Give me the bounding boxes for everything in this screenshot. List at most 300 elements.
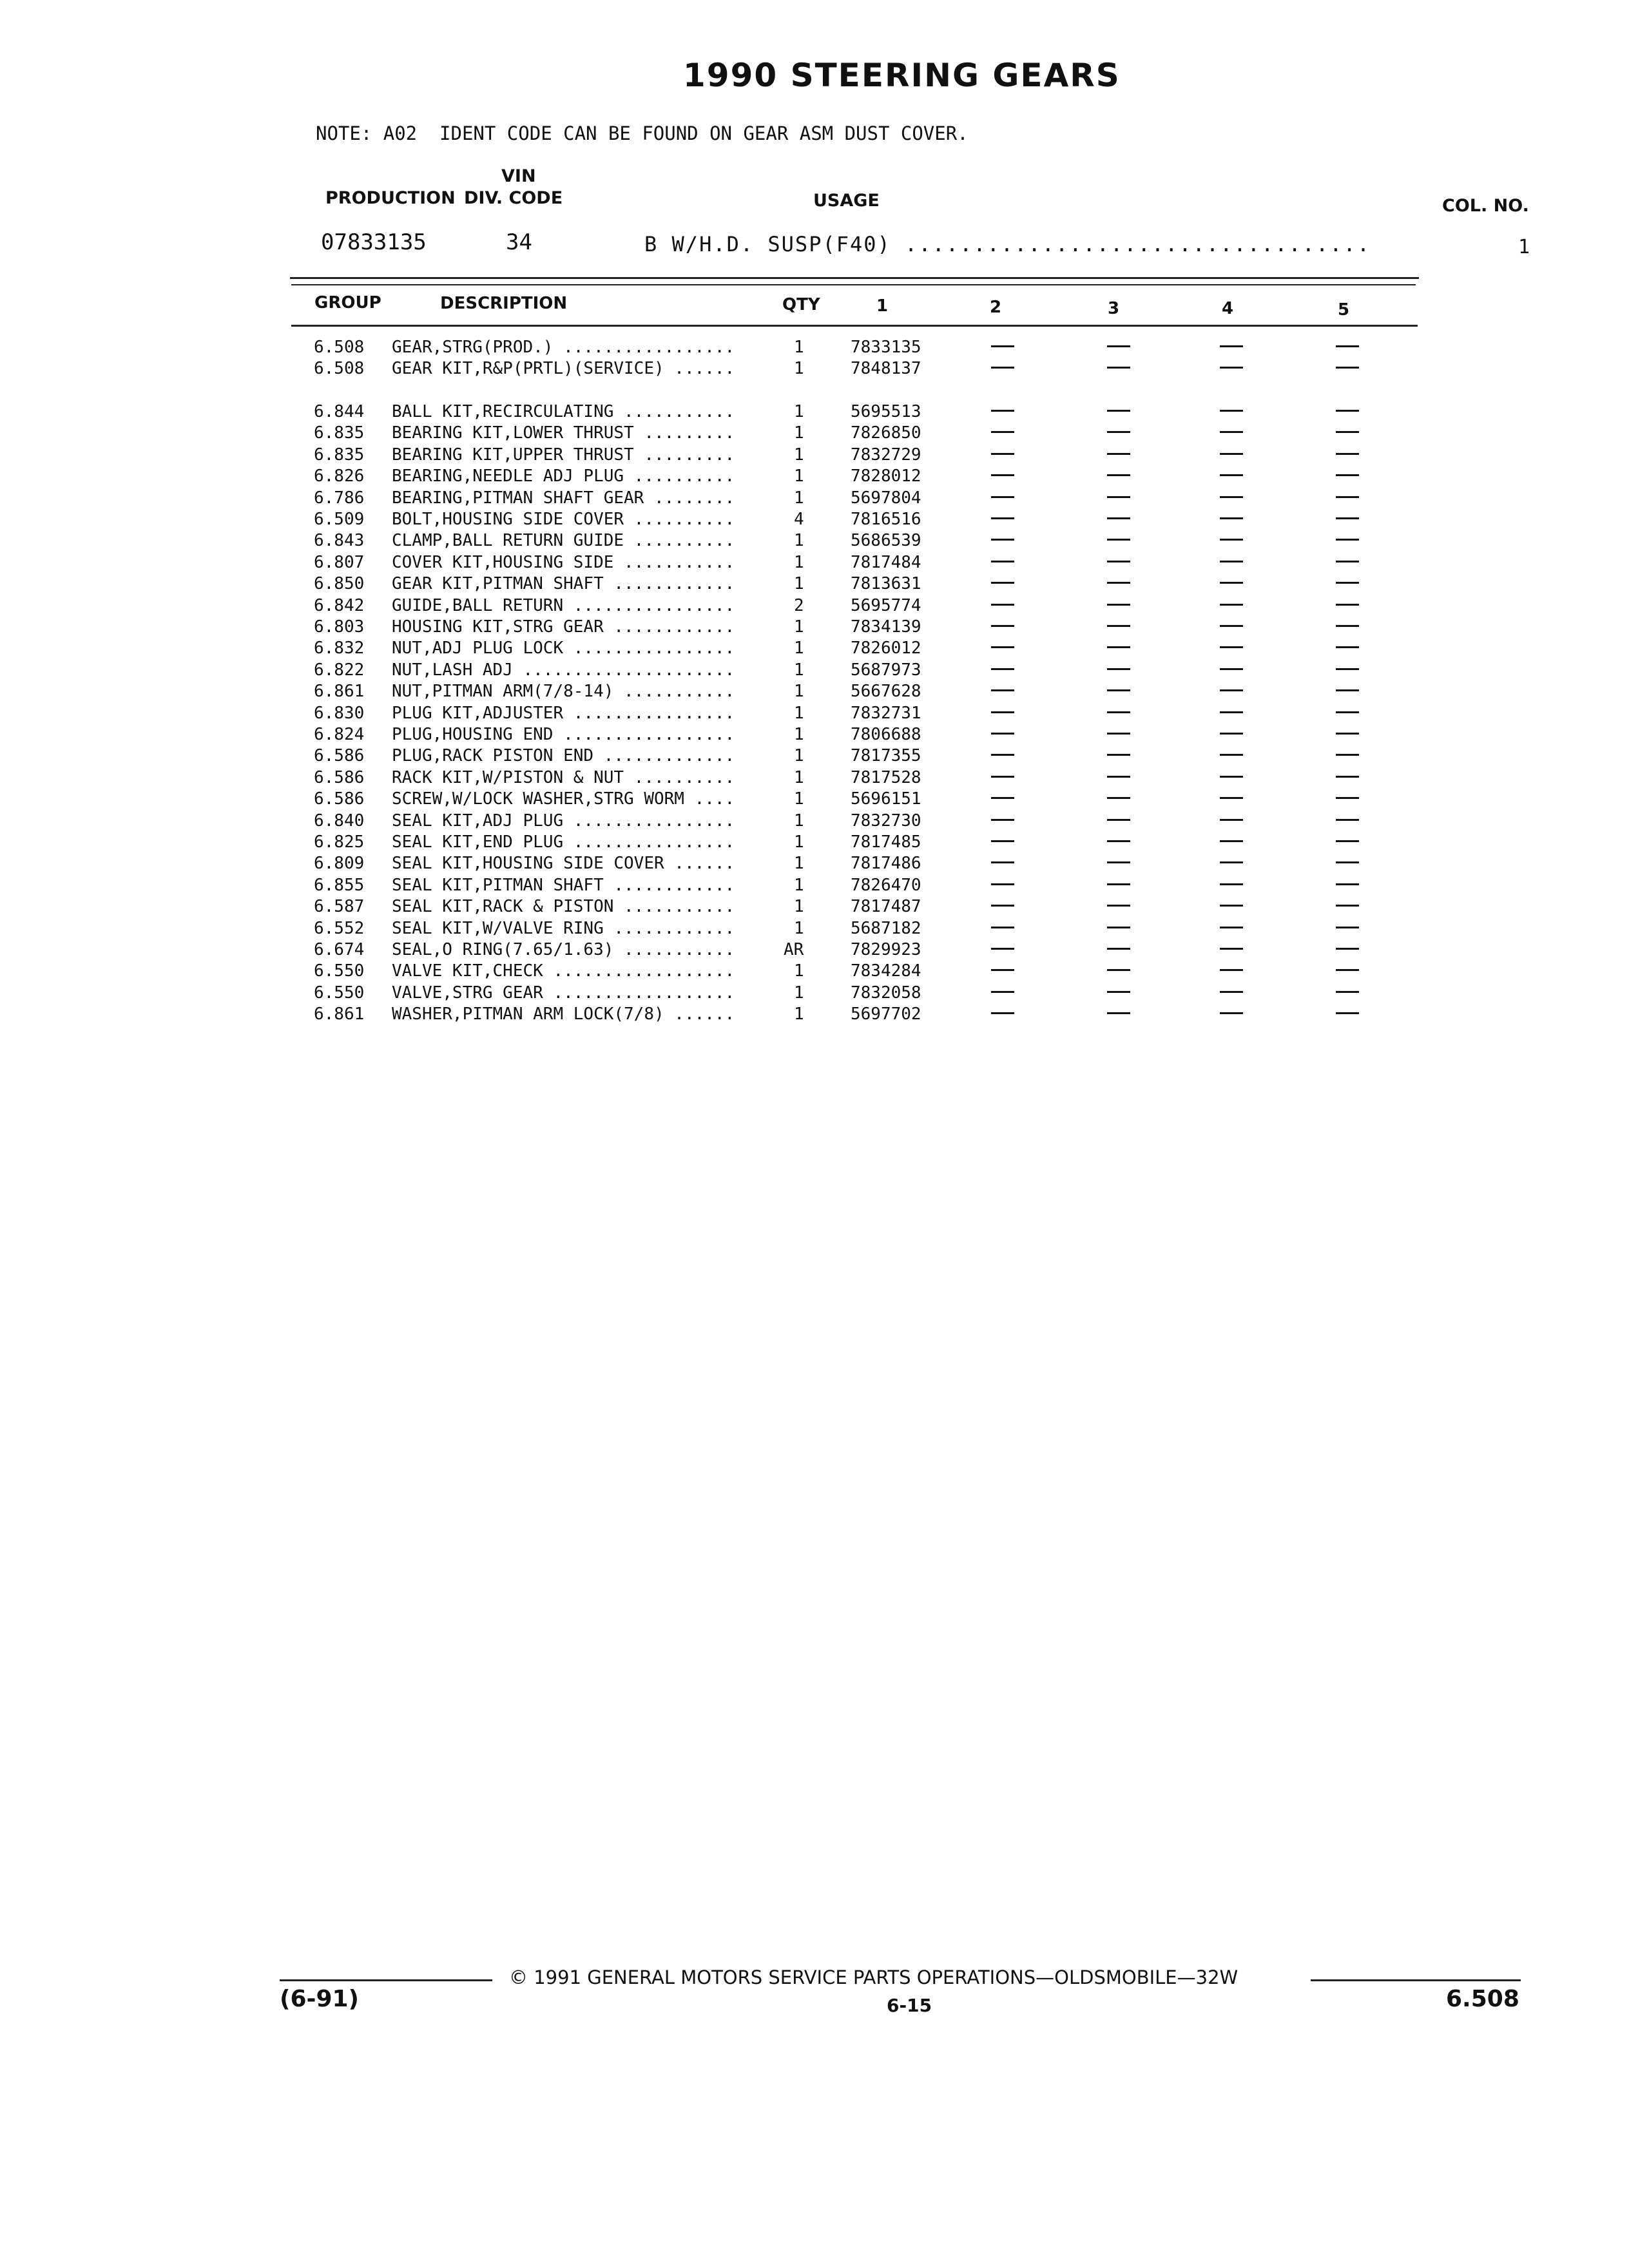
table-row bbox=[0, 811, 1629, 832]
footer-rule-left bbox=[280, 1979, 492, 1981]
qty-cell: 1 bbox=[794, 961, 804, 981]
empty-column-dash bbox=[1107, 1012, 1130, 1014]
empty-column-dash bbox=[1336, 905, 1359, 907]
empty-column-dash bbox=[1220, 474, 1243, 476]
empty-column-dash bbox=[991, 646, 1014, 648]
vin-label: VIN bbox=[501, 166, 536, 186]
empty-column-dash bbox=[1336, 861, 1359, 863]
empty-column-dash bbox=[1220, 711, 1243, 713]
header-rule-top bbox=[290, 277, 1419, 279]
empty-column-dash bbox=[991, 1012, 1014, 1014]
empty-column-dash bbox=[1107, 733, 1130, 735]
group-cell: 6.509 bbox=[314, 510, 365, 529]
empty-column-dash bbox=[1220, 646, 1243, 648]
empty-column-dash bbox=[991, 861, 1014, 863]
empty-column-dash bbox=[991, 410, 1014, 412]
group-cell: 6.844 bbox=[314, 402, 365, 421]
qty-cell: 1 bbox=[794, 1004, 804, 1024]
description-cell: VALVE KIT,CHECK .................. bbox=[392, 961, 735, 981]
empty-column-dash bbox=[1220, 991, 1243, 993]
description-cell: NUT,LASH ADJ ..................... bbox=[392, 660, 735, 680]
group-cell: 6.586 bbox=[314, 789, 365, 809]
group-cell: 6.586 bbox=[314, 767, 365, 787]
description-cell: COVER KIT,HOUSING SIDE ........... bbox=[392, 552, 735, 572]
production-label: PRODUCTION bbox=[325, 188, 456, 208]
empty-column-dash bbox=[1336, 819, 1359, 821]
usage-label: USAGE bbox=[813, 191, 880, 211]
part-number-cell: 7833135 bbox=[851, 338, 921, 357]
empty-column-dash bbox=[1107, 711, 1130, 713]
table-row bbox=[0, 596, 1629, 617]
empty-column-dash bbox=[1336, 625, 1359, 627]
qty-cell: 1 bbox=[794, 767, 804, 787]
table-row bbox=[0, 359, 1629, 380]
part-number-cell: 7813631 bbox=[851, 574, 921, 594]
part-number-cell: 7806688 bbox=[851, 725, 921, 744]
description-cell: SEAL KIT,ADJ PLUG ................ bbox=[392, 811, 735, 831]
part-number-cell: 7829923 bbox=[851, 940, 921, 959]
empty-column-dash bbox=[1220, 776, 1243, 778]
description-cell: PLUG KIT,ADJUSTER ................ bbox=[392, 703, 735, 723]
part-number-cell: 7817528 bbox=[851, 767, 921, 787]
page-number: 6-15 bbox=[887, 1995, 932, 2016]
description-cell: GEAR KIT,PITMAN SHAFT ............ bbox=[392, 574, 735, 594]
part-number-cell: 7817355 bbox=[851, 746, 921, 766]
production-value: 07833135 bbox=[321, 229, 427, 255]
qty-cell: 1 bbox=[794, 682, 804, 702]
empty-column-dash bbox=[991, 776, 1014, 778]
empty-column-dash bbox=[1107, 840, 1130, 842]
part-number-cell: 7817486 bbox=[851, 854, 921, 874]
empty-column-dash bbox=[991, 453, 1014, 455]
empty-column-dash bbox=[991, 840, 1014, 842]
table-row bbox=[0, 574, 1629, 595]
qty-cell: 1 bbox=[794, 617, 804, 637]
part-number-cell: 5686539 bbox=[851, 531, 921, 551]
empty-column-dash bbox=[1220, 905, 1243, 907]
table-row bbox=[0, 466, 1629, 488]
empty-column-dash bbox=[1220, 345, 1243, 347]
table-row bbox=[0, 746, 1629, 767]
empty-column-dash bbox=[991, 883, 1014, 885]
empty-column-dash bbox=[991, 927, 1014, 928]
group-cell: 6.825 bbox=[314, 832, 365, 852]
empty-column-dash bbox=[1220, 797, 1243, 799]
empty-column-dash bbox=[1336, 689, 1359, 691]
description-cell: PLUG,HOUSING END ................. bbox=[392, 725, 735, 744]
empty-column-dash bbox=[991, 969, 1014, 971]
empty-column-dash bbox=[991, 733, 1014, 735]
section-number: 6.508 bbox=[1446, 1986, 1519, 2012]
qty-cell: 1 bbox=[794, 811, 804, 831]
empty-column-dash bbox=[991, 431, 1014, 433]
table-row bbox=[0, 876, 1629, 897]
group-cell: 6.832 bbox=[314, 639, 365, 658]
empty-column-dash bbox=[1336, 582, 1359, 584]
col-header-group: GROUP bbox=[314, 293, 381, 312]
part-number-cell: 5697702 bbox=[851, 1004, 921, 1024]
description-cell: CLAMP,BALL RETURN GUIDE .......... bbox=[392, 531, 735, 551]
description-cell: BALL KIT,RECIRCULATING ........... bbox=[392, 402, 735, 421]
empty-column-dash bbox=[1336, 646, 1359, 648]
qty-cell: 1 bbox=[794, 445, 804, 465]
empty-column-dash bbox=[1336, 948, 1359, 950]
empty-column-dash bbox=[991, 345, 1014, 347]
qty-cell: 1 bbox=[794, 854, 804, 874]
col-header-1: 1 bbox=[876, 296, 889, 316]
empty-column-dash bbox=[991, 819, 1014, 821]
empty-column-dash bbox=[1220, 668, 1243, 670]
group-cell: 6.587 bbox=[314, 897, 365, 917]
empty-column-dash bbox=[1336, 754, 1359, 756]
empty-column-dash bbox=[1336, 367, 1359, 369]
copyright-text: © 1991 GENERAL MOTORS SERVICE PARTS OPERATIONS—OLDSMOBILE—32W bbox=[509, 1966, 1239, 1988]
description-cell: NUT,ADJ PLUG LOCK ................ bbox=[392, 639, 735, 658]
col-header-2: 2 bbox=[990, 298, 1002, 317]
description-cell: BOLT,HOUSING SIDE COVER .......... bbox=[392, 510, 735, 529]
table-row bbox=[0, 789, 1629, 811]
description-cell: BEARING KIT,LOWER THRUST ......... bbox=[392, 423, 735, 443]
empty-column-dash bbox=[1107, 345, 1130, 347]
empty-column-dash bbox=[1336, 431, 1359, 433]
div-code-value: 34 bbox=[506, 229, 532, 255]
empty-column-dash bbox=[1336, 711, 1359, 713]
empty-column-dash bbox=[1336, 345, 1359, 347]
qty-cell: 1 bbox=[794, 918, 804, 938]
empty-column-dash bbox=[991, 539, 1014, 541]
col-header-description: DESCRIPTION bbox=[440, 294, 568, 313]
empty-column-dash bbox=[991, 625, 1014, 627]
qty-cell: 1 bbox=[794, 875, 804, 895]
col-header-4: 4 bbox=[1222, 299, 1234, 318]
empty-column-dash bbox=[1107, 969, 1130, 971]
empty-column-dash bbox=[991, 474, 1014, 476]
empty-column-dash bbox=[1220, 861, 1243, 863]
group-cell: 6.508 bbox=[314, 338, 365, 357]
part-number-cell: 7848137 bbox=[851, 359, 921, 379]
empty-column-dash bbox=[991, 905, 1014, 907]
empty-column-dash bbox=[1220, 367, 1243, 369]
empty-column-dash bbox=[991, 991, 1014, 993]
qty-cell: 1 bbox=[794, 466, 804, 486]
qty-cell: 2 bbox=[794, 595, 804, 615]
description-cell: GEAR,STRG(PROD.) ................. bbox=[392, 338, 735, 357]
empty-column-dash bbox=[1107, 668, 1130, 670]
empty-column-dash bbox=[1220, 431, 1243, 433]
part-number-cell: 7832058 bbox=[851, 983, 921, 1003]
description-cell: SEAL KIT,RACK & PISTON ........... bbox=[392, 897, 735, 917]
empty-column-dash bbox=[1107, 582, 1130, 584]
table-row bbox=[0, 682, 1629, 703]
empty-column-dash bbox=[1220, 819, 1243, 821]
group-cell: 6.826 bbox=[314, 466, 365, 486]
empty-column-dash bbox=[1107, 410, 1130, 412]
empty-column-dash bbox=[991, 496, 1014, 498]
part-number-cell: 5687973 bbox=[851, 660, 921, 680]
empty-column-dash bbox=[1220, 625, 1243, 627]
empty-column-dash bbox=[1107, 517, 1130, 519]
empty-column-dash bbox=[1220, 604, 1243, 606]
empty-column-dash bbox=[1336, 539, 1359, 541]
group-cell: 6.786 bbox=[314, 488, 365, 508]
group-cell: 6.835 bbox=[314, 423, 365, 443]
empty-column-dash bbox=[1220, 582, 1243, 584]
table-row bbox=[0, 961, 1629, 983]
description-cell: SEAL KIT,PITMAN SHAFT ............ bbox=[392, 875, 735, 895]
description-cell: PLUG,RACK PISTON END ............. bbox=[392, 746, 735, 766]
empty-column-dash bbox=[1107, 474, 1130, 476]
part-number-cell: 7832729 bbox=[851, 445, 921, 465]
empty-column-dash bbox=[991, 689, 1014, 691]
qty-cell: 1 bbox=[794, 338, 804, 357]
table-row bbox=[0, 1004, 1629, 1026]
empty-column-dash bbox=[1107, 625, 1130, 627]
part-number-cell: 7832731 bbox=[851, 703, 921, 723]
empty-column-dash bbox=[1336, 604, 1359, 606]
empty-column-dash bbox=[1220, 733, 1243, 735]
empty-column-dash bbox=[1336, 840, 1359, 842]
part-number-cell: 7817484 bbox=[851, 552, 921, 572]
group-cell: 6.824 bbox=[314, 725, 365, 744]
empty-column-dash bbox=[1220, 410, 1243, 412]
table-row bbox=[0, 660, 1629, 682]
empty-column-dash bbox=[1220, 840, 1243, 842]
empty-column-dash bbox=[991, 711, 1014, 713]
part-number-cell: 7817487 bbox=[851, 897, 921, 917]
part-number-cell: 7817485 bbox=[851, 832, 921, 852]
empty-column-dash bbox=[1107, 453, 1130, 455]
table-row bbox=[0, 725, 1629, 746]
group-cell: 6.861 bbox=[314, 1004, 365, 1024]
table-row bbox=[0, 940, 1629, 961]
description-cell: BEARING KIT,UPPER THRUST ......... bbox=[392, 445, 735, 465]
qty-cell: 1 bbox=[794, 897, 804, 917]
footer-rule-right bbox=[1311, 1979, 1521, 1981]
empty-column-dash bbox=[1220, 561, 1243, 562]
empty-column-dash bbox=[1220, 517, 1243, 519]
col-header-qty: QTY bbox=[782, 295, 820, 314]
part-number-cell: 7826470 bbox=[851, 875, 921, 895]
empty-column-dash bbox=[1220, 927, 1243, 928]
empty-column-dash bbox=[1107, 861, 1130, 863]
table-row bbox=[0, 531, 1629, 552]
col-header-3: 3 bbox=[1108, 299, 1120, 318]
empty-column-dash bbox=[991, 668, 1014, 670]
group-cell: 6.855 bbox=[314, 875, 365, 895]
qty-cell: 1 bbox=[794, 639, 804, 658]
description-cell: SEAL KIT,HOUSING SIDE COVER ...... bbox=[392, 854, 735, 874]
empty-column-dash bbox=[1107, 776, 1130, 778]
part-number-cell: 5697804 bbox=[851, 488, 921, 508]
table-row bbox=[0, 445, 1629, 466]
qty-cell: 4 bbox=[794, 510, 804, 529]
description-cell: RACK KIT,W/PISTON & NUT .......... bbox=[392, 767, 735, 787]
empty-column-dash bbox=[991, 517, 1014, 519]
part-number-cell: 5695774 bbox=[851, 595, 921, 615]
table-row bbox=[0, 488, 1629, 510]
table-row bbox=[0, 639, 1629, 660]
table-row bbox=[0, 983, 1629, 1004]
group-cell: 6.842 bbox=[314, 595, 365, 615]
empty-column-dash bbox=[1220, 883, 1243, 885]
description-cell: SCREW,W/LOCK WASHER,STRG WORM .... bbox=[392, 789, 735, 809]
empty-column-dash bbox=[1107, 561, 1130, 562]
empty-column-dash bbox=[1336, 927, 1359, 928]
group-cell: 6.843 bbox=[314, 531, 365, 551]
empty-column-dash bbox=[991, 561, 1014, 562]
empty-column-dash bbox=[1107, 604, 1130, 606]
description-cell: HOUSING KIT,STRG GEAR ............ bbox=[392, 617, 735, 637]
description-cell: BEARING,NEEDLE ADJ PLUG .......... bbox=[392, 466, 735, 486]
group-cell: 6.550 bbox=[314, 961, 365, 981]
empty-column-dash bbox=[991, 604, 1014, 606]
empty-column-dash bbox=[1107, 646, 1130, 648]
qty-cell: 1 bbox=[794, 359, 804, 379]
group-cell: 6.508 bbox=[314, 359, 365, 379]
empty-column-dash bbox=[1220, 969, 1243, 971]
col-header-5: 5 bbox=[1338, 300, 1350, 320]
qty-cell: 1 bbox=[794, 983, 804, 1003]
part-number-cell: 7834284 bbox=[851, 961, 921, 981]
table-row bbox=[0, 919, 1629, 940]
header-rule-top-2 bbox=[291, 284, 1416, 285]
part-number-cell: 7826012 bbox=[851, 639, 921, 658]
table-row bbox=[0, 897, 1629, 918]
group-cell: 6.807 bbox=[314, 552, 365, 572]
empty-column-dash bbox=[991, 582, 1014, 584]
table-row bbox=[0, 423, 1629, 445]
group-cell: 6.803 bbox=[314, 617, 365, 637]
qty-cell: 1 bbox=[794, 574, 804, 594]
group-cell: 6.586 bbox=[314, 746, 365, 766]
empty-column-dash bbox=[1336, 410, 1359, 412]
empty-column-dash bbox=[991, 754, 1014, 756]
part-number-cell: 7832730 bbox=[851, 811, 921, 831]
part-number-cell: 5667628 bbox=[851, 682, 921, 702]
empty-column-dash bbox=[1336, 969, 1359, 971]
qty-cell: AR bbox=[784, 940, 804, 959]
table-row bbox=[0, 768, 1629, 789]
empty-column-dash bbox=[1107, 431, 1130, 433]
qty-cell: 1 bbox=[794, 488, 804, 508]
part-number-cell: 7816516 bbox=[851, 510, 921, 529]
empty-column-dash bbox=[1336, 776, 1359, 778]
empty-column-dash bbox=[1107, 819, 1130, 821]
empty-column-dash bbox=[1107, 883, 1130, 885]
qty-cell: 1 bbox=[794, 531, 804, 551]
table-row bbox=[0, 854, 1629, 875]
col-no-label: COL. NO. bbox=[1442, 196, 1529, 216]
empty-column-dash bbox=[1220, 453, 1243, 455]
qty-cell: 1 bbox=[794, 746, 804, 766]
empty-column-dash bbox=[991, 367, 1014, 369]
part-number-cell: 5687182 bbox=[851, 918, 921, 938]
empty-column-dash bbox=[1336, 496, 1359, 498]
empty-column-dash bbox=[1336, 668, 1359, 670]
qty-cell: 1 bbox=[794, 552, 804, 572]
div-code-label: DIV. CODE bbox=[464, 188, 563, 208]
qty-cell: 1 bbox=[794, 660, 804, 680]
qty-cell: 1 bbox=[794, 832, 804, 852]
table-row bbox=[0, 338, 1629, 359]
empty-column-dash bbox=[1336, 883, 1359, 885]
empty-column-dash bbox=[1107, 754, 1130, 756]
empty-column-dash bbox=[1107, 927, 1130, 928]
description-cell: GEAR KIT,R&P(PRTL)(SERVICE) ...... bbox=[392, 359, 735, 379]
group-cell: 6.809 bbox=[314, 854, 365, 874]
table-row bbox=[0, 553, 1629, 574]
empty-column-dash bbox=[1336, 561, 1359, 562]
description-cell: BEARING,PITMAN SHAFT GEAR ........ bbox=[392, 488, 735, 508]
empty-column-dash bbox=[1220, 496, 1243, 498]
group-cell: 6.835 bbox=[314, 445, 365, 465]
empty-column-dash bbox=[1107, 689, 1130, 691]
empty-column-dash bbox=[991, 948, 1014, 950]
usage-value: B W/H.D. SUSP(F40) .................................. bbox=[644, 232, 1371, 256]
table-row bbox=[0, 832, 1629, 854]
table-row bbox=[0, 617, 1629, 639]
page-title: 1990 STEERING GEARS bbox=[683, 57, 1121, 94]
header-rule-bottom bbox=[291, 325, 1418, 327]
empty-column-dash bbox=[1336, 797, 1359, 799]
qty-cell: 1 bbox=[794, 402, 804, 421]
empty-column-dash bbox=[1336, 517, 1359, 519]
empty-column-dash bbox=[1336, 453, 1359, 455]
empty-column-dash bbox=[1336, 1012, 1359, 1014]
empty-column-dash bbox=[991, 797, 1014, 799]
part-number-cell: 7834139 bbox=[851, 617, 921, 637]
table-row bbox=[0, 510, 1629, 531]
empty-column-dash bbox=[1107, 905, 1130, 907]
note-text: NOTE: A02 IDENT CODE CAN BE FOUND ON GEAR ASM DUST COVER. bbox=[316, 122, 969, 144]
table-row bbox=[0, 402, 1629, 423]
description-cell: WASHER,PITMAN ARM LOCK(7/8) ...... bbox=[392, 1004, 735, 1024]
part-number-cell: 7828012 bbox=[851, 466, 921, 486]
qty-cell: 1 bbox=[794, 703, 804, 723]
empty-column-dash bbox=[1220, 754, 1243, 756]
qty-cell: 1 bbox=[794, 725, 804, 744]
group-cell: 6.850 bbox=[314, 574, 365, 594]
table-row bbox=[0, 704, 1629, 725]
group-cell: 6.550 bbox=[314, 983, 365, 1003]
part-number-cell: 7826850 bbox=[851, 423, 921, 443]
part-number-cell: 5695513 bbox=[851, 402, 921, 421]
empty-column-dash bbox=[1107, 797, 1130, 799]
empty-column-dash bbox=[1107, 367, 1130, 369]
qty-cell: 1 bbox=[794, 789, 804, 809]
empty-column-dash bbox=[1107, 539, 1130, 541]
date-code: (6-91) bbox=[280, 1986, 359, 2012]
description-cell: GUIDE,BALL RETURN ................ bbox=[392, 595, 735, 615]
description-cell: VALVE,STRG GEAR .................. bbox=[392, 983, 735, 1003]
empty-column-dash bbox=[1107, 948, 1130, 950]
group-cell: 6.861 bbox=[314, 682, 365, 702]
empty-column-dash bbox=[1336, 991, 1359, 993]
empty-column-dash bbox=[1220, 689, 1243, 691]
empty-column-dash bbox=[1220, 539, 1243, 541]
empty-column-dash bbox=[1336, 733, 1359, 735]
description-cell: SEAL KIT,END PLUG ................ bbox=[392, 832, 735, 852]
empty-column-dash bbox=[1336, 474, 1359, 476]
part-number-cell: 5696151 bbox=[851, 789, 921, 809]
group-cell: 6.552 bbox=[314, 918, 365, 938]
empty-column-dash bbox=[1220, 948, 1243, 950]
empty-column-dash bbox=[1107, 991, 1130, 993]
description-cell: NUT,PITMAN ARM(7/8-14) ........... bbox=[392, 682, 735, 702]
description-cell: SEAL KIT,W/VALVE RING ............ bbox=[392, 918, 735, 938]
empty-column-dash bbox=[1220, 1012, 1243, 1014]
group-cell: 6.822 bbox=[314, 660, 365, 680]
